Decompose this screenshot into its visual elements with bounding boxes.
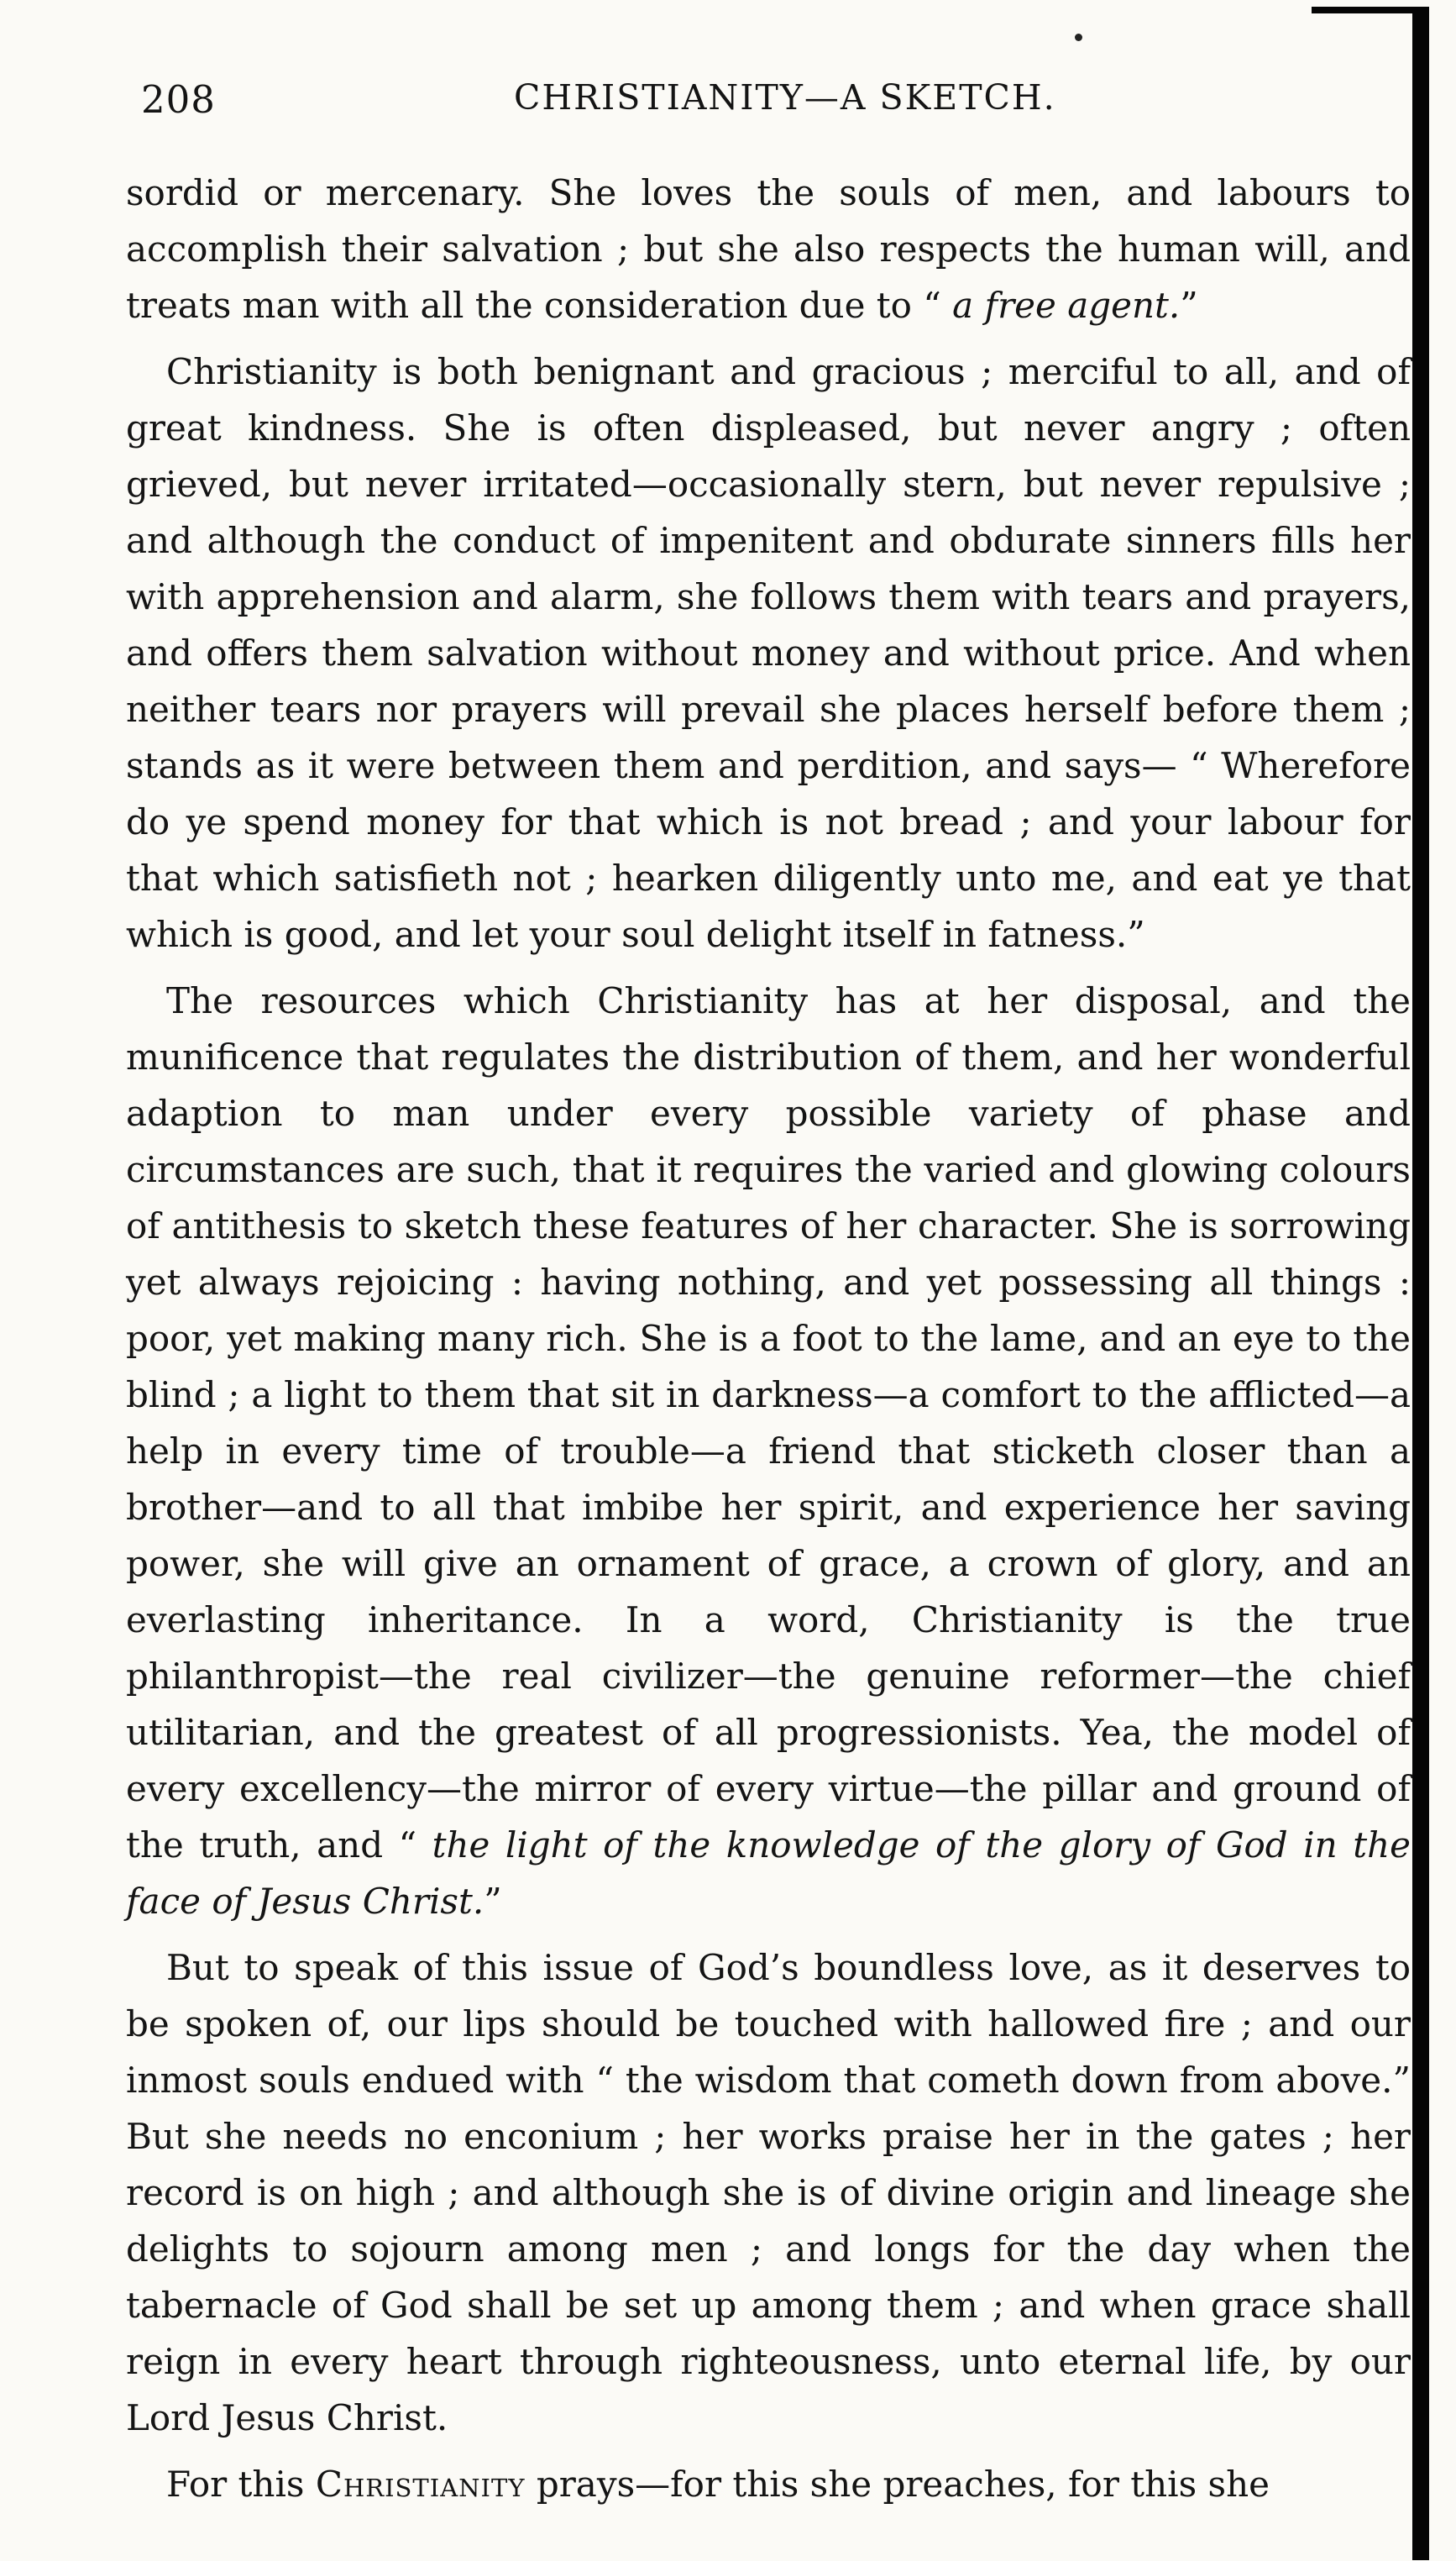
- body-text: [126, 165, 1411, 2522]
- paragraph-3-text: The resources which Christianity has at her disposal, and the munificence that regulates the distribution of them, and her wonderful adaption to man under every possible variety of phase and circumstances are such, that it requires the varied and glowing colours of antithesis to sketch these features of her character. She is sorrowing yet always rejoicing : having nothing, and yet possessing all things : poor, yet making many rich. She is a foot to the lame, and an eye to the blind ; a light to them that sit in darkness—a comfort to the afflicted—a help in every time of trouble—a friend that sticketh closer than a brother—and to all that imbibe her spirit, and experience her saving power, she will give an ornament of grace, a crown of glory, and an everlasting inheritance. In a word, Christianity is the true philanthropist—the real civilizer—the genuine reformer—the chief utilitarian, and the greatest of all progressionists. Yea, the model of every excellency—the mirror of every virtue—the pillar and ground of the truth, and: [126, 980, 1411, 1866]
- paragraph-4: [126, 1939, 1411, 2446]
- paragraph-5: [126, 2456, 1411, 2512]
- paragraph-3: [126, 973, 1411, 1929]
- running-title: CHRISTIANITY—A SKETCH.: [514, 77, 1056, 118]
- paragraph-2: [126, 344, 1411, 963]
- ink-speck: [1075, 34, 1082, 41]
- paragraph-5-text-before: For this: [166, 2464, 316, 2505]
- paragraph-3-italic: the light of the knowledge of the glory of God in the face of Jesus Christ.: [126, 1824, 1411, 1922]
- page-header: [126, 77, 1419, 146]
- paragraph-1-text: sordid or mercenary. She loves the souls of men, and labours to accomplish their salvation ; but she also respects the human will, and treats man with all the consideration due to: [126, 172, 1411, 326]
- paragraph-5-text-after: prays—for this she preaches, for this she: [525, 2464, 1270, 2505]
- paragraph-3-quote-close: ”: [484, 1881, 502, 1922]
- page-number: 208: [141, 77, 216, 122]
- paragraph-1-quote-open: “: [923, 285, 953, 326]
- page-edge-top-shadow: [1312, 7, 1429, 13]
- paragraph-1: [126, 165, 1411, 333]
- paragraph-1-italic: a free agent.: [952, 285, 1181, 326]
- paragraph-2-text: Christianity is both benignant and gracious ; merciful to all, and of great kindness. She is often displeased, but never angry ; often grieved, but never irritated—occasionally stern, but never repulsive ; and although the conduct of impenitent and obdurate sinners fills her with apprehension and alarm, she follows them with tears and prayers, and offers them salvation without money and without price. And when neither tears nor prayers will prevail she places herself before them ; stands as it were between them and perdition, and says— “ Wherefore do ye spend money for that which is not bread ; and your labour for that which satisfieth not ; hearken diligently unto me, and eat ye that which is good, and let your soul delight itself in fatness.”: [126, 351, 1411, 955]
- paragraph-3-quote-open: “: [398, 1824, 432, 1866]
- paragraph-1-quote-close: ”: [1180, 285, 1198, 326]
- paragraph-4-text: But to speak of this issue of God’s boundless love, as it deserves to be spoken of, our lips should be touched with hallowed fire ; and our inmost souls endued with “ the wisdom that cometh down from above.” But she needs no enconium ; her works praise her in the gates ; her record is on high ; and although she is of divine origin and lineage she delights to sojourn among men ; and longs for the day when the tabernacle of God shall be set up among them ; and when grace shall reign in every heart through righteousness, unto eternal life, by our Lord Jesus Christ.: [126, 1947, 1411, 2438]
- paragraph-5-smallcaps: Christianity: [315, 2464, 526, 2505]
- book-page: [126, 77, 1419, 2530]
